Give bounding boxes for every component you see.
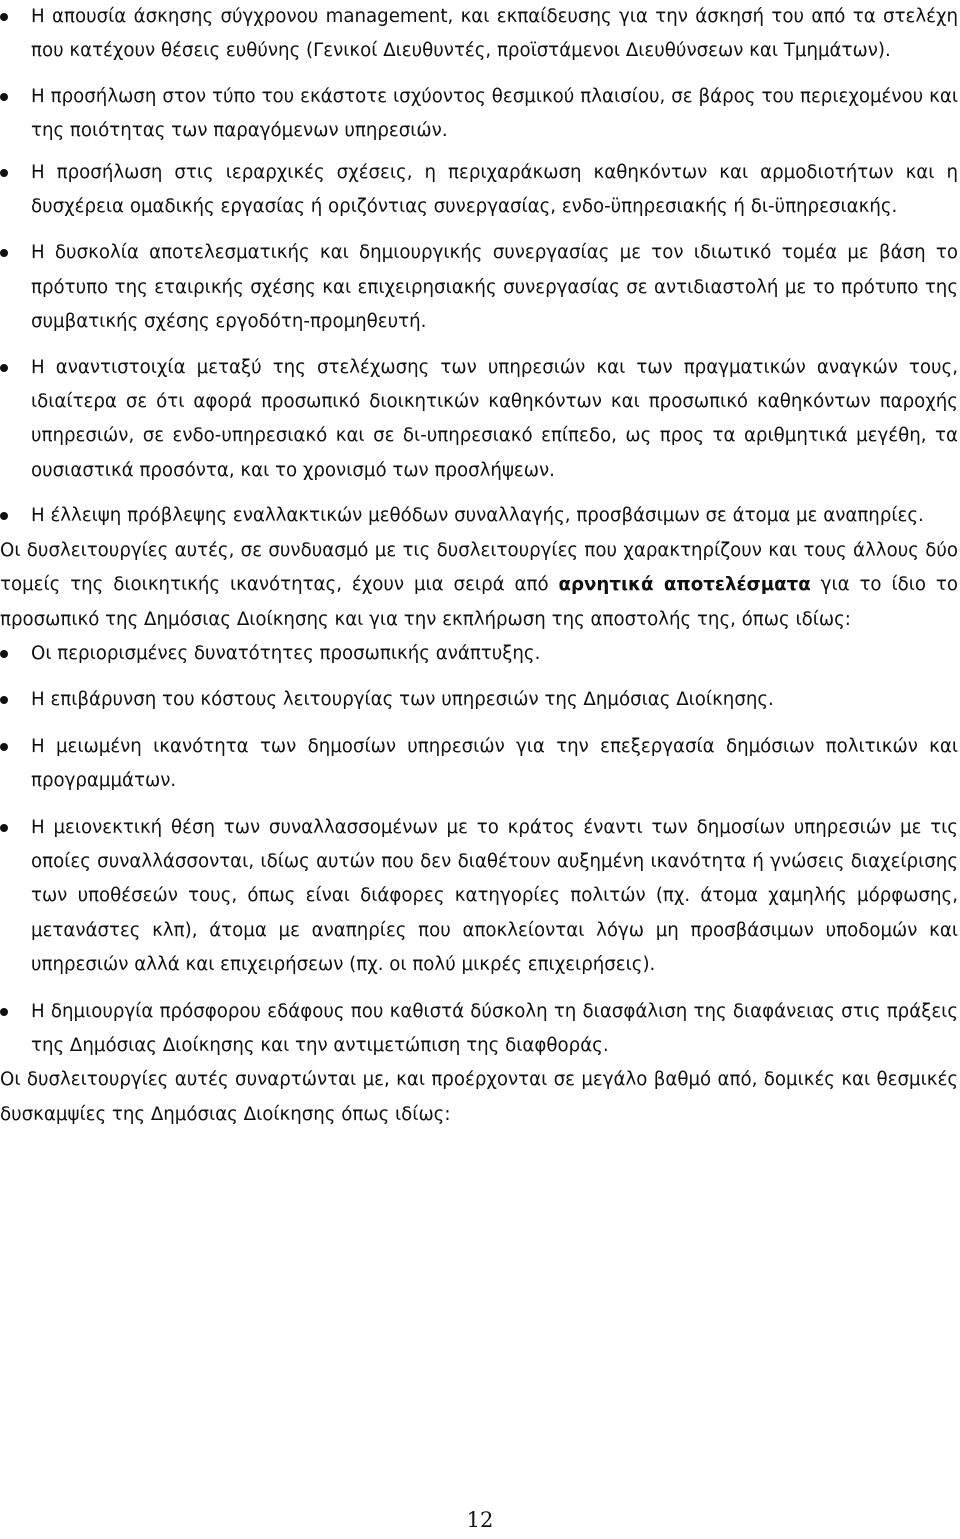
paragraph-text-end: για το ίδιο το προσωπικό της Δημόσιας Διοίκησης και για την εκπλήρωση της αποστολής της, όπως ιδίως: <box>0 574 958 630</box>
list-item <box>0 0 958 69</box>
list-item-text: Η αναντιστοιχία μεταξύ της στελέχωσης των υπηρεσιών και των πραγματικών αναγκών τους, ιδιαίτερα σε ότι αφορά προσωπικό διοικητικών καθηκόντων και προσωπικό καθηκόντων παροχής υπηρεσιών, σε ενδο-υπηρεσιακό και σε δι-υπηρεσιακό επίπεδο, ως προς τα αριθμητικά μεγέθη, τα ουσιαστικά προσόντα, και το χρονισμό των προσλήψεων. <box>31 356 958 481</box>
structural-rigidities-paragraph: Οι δυσλειτουργίες αυτές συναρτώνται με, και προέρχονται σε μεγάλο βαθμό από, δομικές και θεσμικές δυσκαμψίες της Δημόσιας Διοίκησης όπως ιδίως: <box>0 1069 958 1125</box>
list-item <box>0 499 958 533</box>
list-item <box>0 156 958 225</box>
page-number: 12 <box>466 1508 494 1532</box>
bullet-icon <box>0 512 8 520</box>
bullet-icon <box>0 249 8 257</box>
list-item-text: Η προσήλωση στον τύπο του εκάστοτε ισχύοντος θεσμικού πλαισίου, σε βάρος του περιεχομένου και της ποιότητας των παραγόμενων υπηρεσιών. <box>31 85 958 142</box>
list-item <box>0 236 958 339</box>
list-item-text: Η μειονεκτική θέση των συναλλασσομένων με το κράτος έναντι των δημοσίων υπηρεσιών με τις οποίες συναλλάσσονται, ιδίως αυτών που δεν διαθέτουν αυξημένη ικανότητα ή γνώσεις διαχείρισης των υποθέσεών τους, όπως είναι διάφορες κατηγορίες πολιτών (πχ. άτομα χαμηλής μόρφωσης, μετανάστες κλπ), άτομα με αναπηρίες που αποκλείονται λόγω μη προσβάσιμων υποδομών και υπηρεσιών αλλά και επιχειρήσεων (πχ. οι πολύ μικρές επιχειρήσεις). <box>31 816 958 976</box>
list-item-text: Η επιβάρυνση του κόστους λειτουργίας των υπηρεσιών της Δημόσιας Διοίκησης. <box>31 689 774 711</box>
list-item <box>0 637 958 671</box>
bullet-icon <box>0 13 8 21</box>
list-item <box>0 811 958 983</box>
bullet-icon <box>0 650 8 658</box>
list-item <box>0 730 958 799</box>
list-item <box>0 683 958 717</box>
negative-results-paragraph <box>0 534 958 637</box>
bullet-icon <box>0 1008 8 1016</box>
list-item <box>0 80 958 149</box>
bullet-icon <box>0 93 8 101</box>
consequences-bullet-list <box>0 637 958 1063</box>
list-item <box>0 995 958 1064</box>
bullet-icon <box>0 743 8 751</box>
bullet-icon <box>0 364 8 372</box>
bold-phrase: αρνητικά αποτελέσματα <box>558 574 811 596</box>
bullet-icon <box>0 696 8 704</box>
bullet-icon <box>0 824 8 832</box>
list-item-text: Η δυσκολία αποτελεσματικής και δημιουργικής συνεργασίας με τον ιδιωτικό τομέα με βάση το πρότυπο της εταιρικής σχέσης και επιχειρησιακής συνεργασίας σε αντιδιαστολή με το πρότυπο της συμβατικής σχέσης εργοδότη-προμηθευτή. <box>31 242 958 333</box>
problems-bullet-list <box>0 0 958 534</box>
bullet-icon <box>0 169 8 177</box>
list-item-text: Η δημιουργία πρόσφορου εδάφους που καθιστά δύσκολη τη διασφάλιση της διαφάνειας στις πράξεις της Δημόσιας Διοίκησης και την αντιμετώπιση της διαφθοράς. <box>31 1000 958 1056</box>
list-item-text: Οι περιορισμένες δυνατότητες προσωπικής ανάπτυξης. <box>31 642 541 664</box>
list-item-text: Η προσήλωση στις ιεραρχικές σχέσεις, η περιχαράκωση καθηκόντων και αρμοδιοτήτων και η δυσχέρεια ομαδικής εργασίας ή οριζόντιας συνεργασίας, ενδο-ϋπηρεσιακής ή δι-ϋπηρεσιακής. <box>31 161 958 218</box>
list-item-text: Η μειωμένη ικανότητα των δημοσίων υπηρεσιών για την επεξεργασία δημόσιων πολιτικών και προγραμμάτων. <box>31 735 958 792</box>
list-item-text: Η απουσία άσκησης σύγχρονου management, και εκπαίδευσης για την άσκησή του από τα στελέχη που κατέχουν θέσεις ευθύνης (Γενικοί Διευθυντές, προϊστάμενοι Διευθύνσεων και Τμημάτων). <box>31 6 958 62</box>
list-item-text: Η έλλειψη πρόβλεψης εναλλακτικών μεθόδων συναλλαγής, προσβάσιμων σε άτομα με αναπηρίες. <box>31 505 924 527</box>
paragraph-text-start: Οι δυσλειτουργίες αυτές, σε συνδυασμό με τις δυσλειτουργίες που χαρακτηρίζουν και τους άλλους δύο τομείς της διοικητικής ικανότητας, έχουν μια σειρά από <box>0 539 958 596</box>
list-item <box>0 351 958 489</box>
